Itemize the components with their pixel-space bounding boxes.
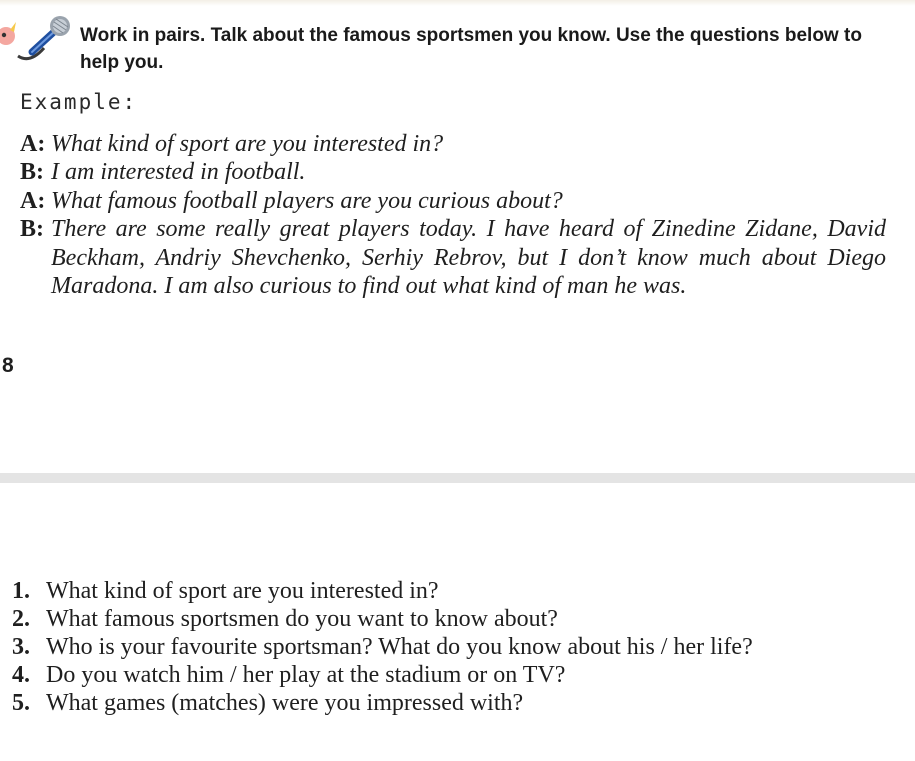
dialog-text: What famous football players are you curious about? xyxy=(51,187,563,214)
example-label: Example: xyxy=(20,90,138,114)
dialog-line xyxy=(20,158,886,186)
top-strip xyxy=(0,0,915,6)
question-text: Who is your favourite sportsman? What do you know about his / her life? xyxy=(46,634,753,660)
microphone-icon xyxy=(0,8,80,68)
question-list xyxy=(12,577,892,717)
dialog-line xyxy=(20,187,886,215)
question-text: What games (matches) were you impressed with? xyxy=(46,690,524,716)
question-text: What famous sportsmen do you want to know about? xyxy=(46,606,558,632)
speaker-label: B: xyxy=(20,159,44,186)
question-number: 2. xyxy=(12,606,30,632)
dialog-text: What kind of sport are you interested in? xyxy=(51,131,444,157)
dialog-line xyxy=(20,130,886,158)
question-number: 3. xyxy=(12,634,30,660)
list-item xyxy=(12,633,892,661)
list-item xyxy=(12,605,892,633)
list-item xyxy=(12,577,892,605)
question-number: 5. xyxy=(12,690,30,716)
exercise-instruction: Work in pairs. Talk about the famous sportsmen you know. Use the questions below to help you. xyxy=(80,25,862,73)
question-text: What kind of sport are you interested in? xyxy=(46,578,439,604)
list-item xyxy=(12,661,892,689)
question-text: Do you watch him / her play at the stadium or on TV? xyxy=(46,662,566,688)
speaker-label: A: xyxy=(20,131,46,157)
speaker-label: A: xyxy=(20,187,46,214)
page-divider xyxy=(0,473,915,483)
question-number: 4. xyxy=(12,662,30,688)
question-number: 1. xyxy=(12,578,30,604)
example-dialog xyxy=(20,130,886,300)
page-number: 8 xyxy=(2,354,14,377)
speaker-label: B: xyxy=(20,216,44,243)
dialog-text: There are some really great players today. I have heard of Zinedine Zidane, David Beckham, Andriy Shevchenko, Serhiy Rebrov, but I don’t know much about Diego Maradona. I am also curious to find out what kind of man he was. xyxy=(51,216,886,300)
list-item xyxy=(12,689,892,717)
dialog-text: I am interested in football. xyxy=(51,159,306,186)
dialog-line xyxy=(20,215,886,300)
